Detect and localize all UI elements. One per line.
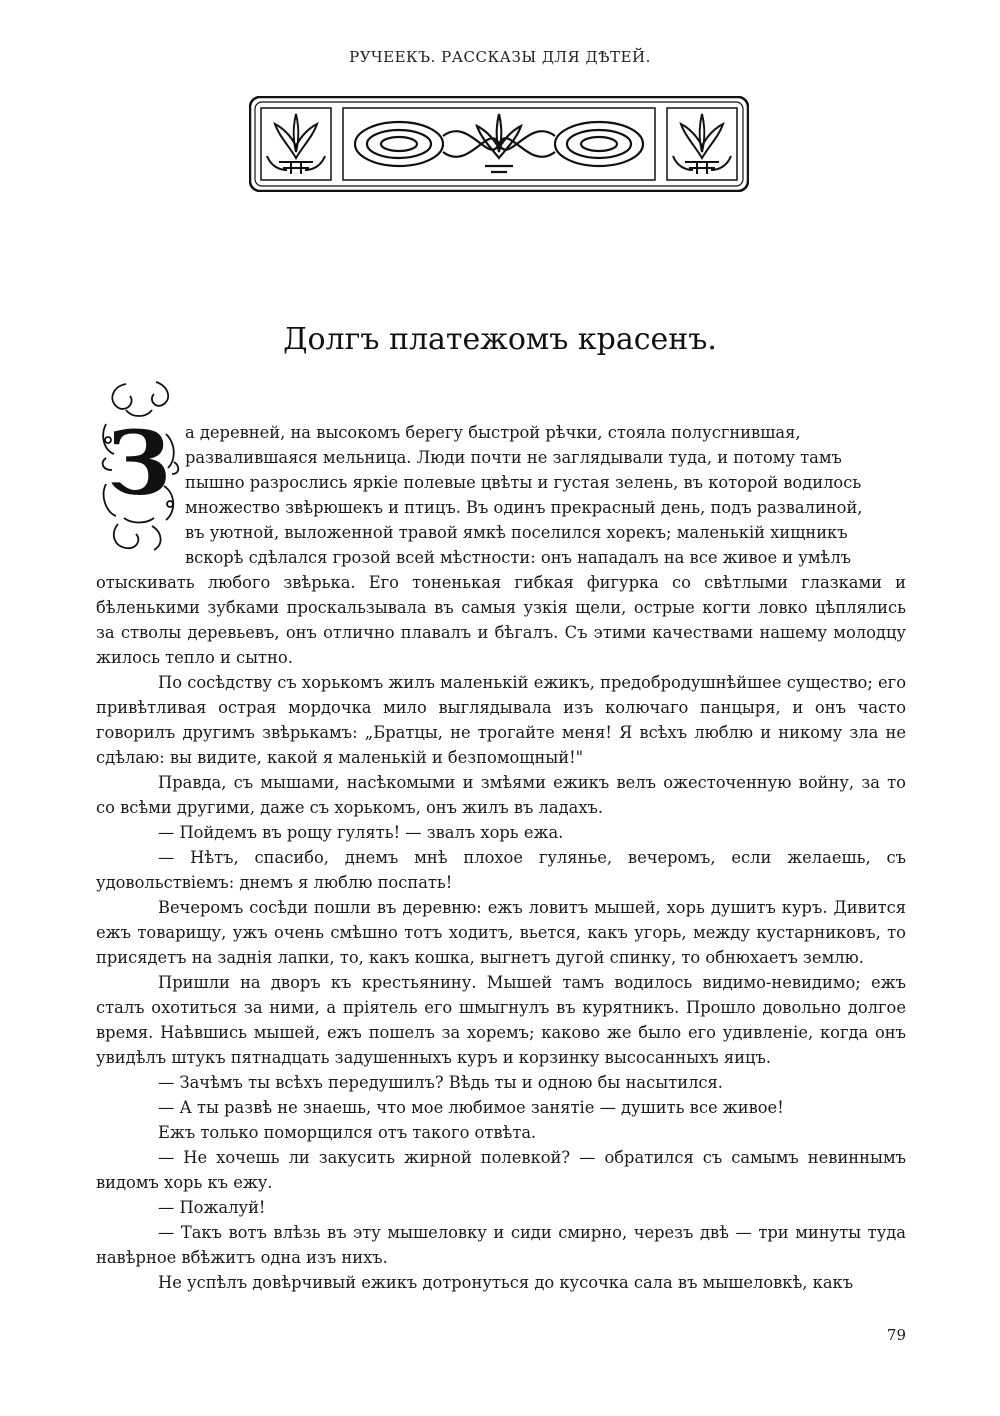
first-paragraph xyxy=(96,420,906,670)
headpiece-ornament xyxy=(249,96,749,192)
capped-line: вскорѣ сдѣлался грозой всей мѣстности: онъ нападалъ на все живое и умѣлъ xyxy=(185,548,852,567)
paragraph: — Нѣтъ, спасибо, днемъ мнѣ плохое гулянье, вечеромъ, если желаешь, съ удовольствіемъ: днемъ я люблю поспать! xyxy=(96,848,906,892)
paragraph: — Зачѣмъ ты всѣхъ передушилъ? Вѣдь ты и одною бы насытился. xyxy=(158,1073,723,1092)
paragraph: Вечеромъ сосѣди пошли въ деревню: ежъ ловитъ мышей, хорь душитъ куръ. Дивится ежъ товарищу, ужъ очень смѣшно тотъ ходитъ, вьется, какъ угорь, между кустарниковъ, то присядетъ на заднія лапки, то, какъ кошка, выгнетъ дугой спинку, то обнюхаетъ землю. xyxy=(96,898,906,967)
capped-line: множество звѣрюшекъ и птицъ. Въ одинъ прекрасный день, подъ развалиной, xyxy=(185,498,863,517)
paragraph: — Такъ вотъ влѣзь въ эту мышеловку и сиди смирно, черезъ двѣ — три минуты туда навѣрное вбѣжитъ одна изъ нихъ. xyxy=(96,1223,906,1267)
capped-line: въ уютной, выложенной травой ямкѣ поселился хорекъ; маленькій хищникъ xyxy=(185,523,848,542)
page-number: 79 xyxy=(886,1326,906,1344)
paragraph: — Пожалуй! xyxy=(158,1198,266,1217)
capped-line: а деревней, на высокомъ берегу быстрой рѣчки, стояла полусгнившая, xyxy=(185,423,801,442)
capped-line: развалившаяся мельница. Люди почти не заглядывали туда, и потому тамъ xyxy=(185,448,842,467)
story-title: Долгъ платежомъ красенъ. xyxy=(283,322,717,357)
paragraph: По сосѣдству съ хорькомъ жилъ маленькій ежикъ, предобродушнѣйшее существо; его привѣтливая острая мордочка мило выглядывала изъ колючаго панцыря, и онъ часто говорилъ другимъ звѣрькамъ: „Братцы, не трогайте меня! Я всѣхъ люблю и никому зла не сдѣлаю: вы видите, какой я маленькій и безпомощный!" xyxy=(96,673,906,767)
drop-cap-letter: З xyxy=(107,411,171,515)
running-head: РУЧЕЕКЪ. РАССКАЗЫ ДЛЯ ДѢТЕЙ. xyxy=(349,48,651,66)
paragraph: — Не хочешь ли закусить жирной полевкой? — обратился съ самымъ невиннымъ видомъ хорь къ ежу. xyxy=(96,1148,906,1192)
paragraph: — А ты развѣ не знаешь, что мое любимое занятіе — душить все живое! xyxy=(158,1098,784,1117)
paragraph: — Пойдемъ въ рощу гулять! — звалъ хорь ежа. xyxy=(158,823,564,842)
paragraph: Пришли на дворъ къ крестьянину. Мышей тамъ водилось видимо-невидимо; ежъ сталъ охотиться за ними, а пріятель его шмыгнулъ въ курятникъ. Прошло довольно долгое время. Наѣвшись мышей, ежъ пошелъ за хоремъ; каково же было его удивленіе, когда онъ увидѣлъ штукъ пятнадцать задушенныхъ куръ и корзинку высосанныхъ яицъ. xyxy=(96,973,906,1067)
story-body xyxy=(96,420,906,1295)
first-paragraph-rest: отыскивать любого звѣрька. Его тоненькая гибкая фигурка со свѣтлыми глазками и бѣленькими зубками проскальзывала въ самыя узкія щели, острые когти ловко цѣплялись за стволы деревьевъ, онъ отлично плавалъ и бѣгалъ. Съ этими качествами нашему молодцу жилось тепло и сытно. xyxy=(96,573,906,667)
paragraph: Ежъ только поморщился отъ такого отвѣта. xyxy=(158,1123,537,1142)
paragraph: Правда, съ мышами, насѣкомыми и змѣями ежикъ велъ ожесточенную войну, за то со всѣми другими, даже съ хорькомъ, онъ жилъ въ ладахъ. xyxy=(96,773,906,817)
capped-line: пышно разрослись яркіе полевые цвѣты и густая зелень, въ которой водилось xyxy=(185,473,862,492)
paragraph: Не успѣлъ довѣрчивый ежикъ дотронуться до кусочка сала въ мышеловкѣ, какъ xyxy=(158,1273,854,1292)
